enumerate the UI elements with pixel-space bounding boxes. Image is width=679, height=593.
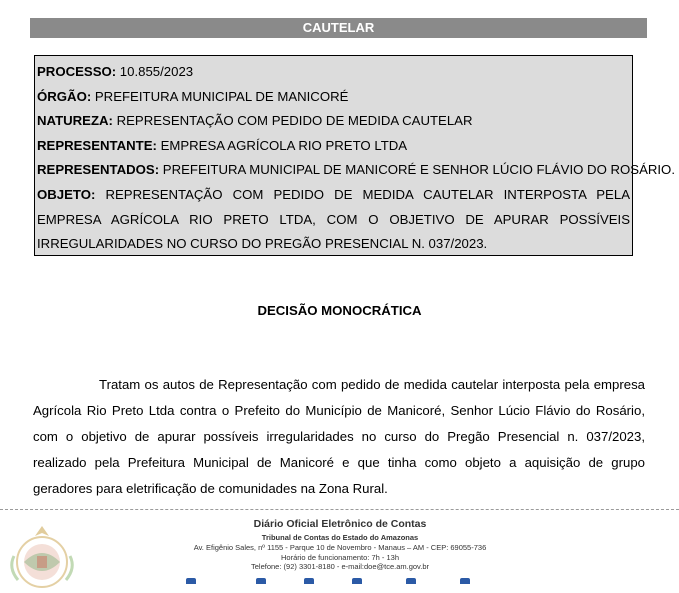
footer-title: Diário Oficial Eletrônico de Contas xyxy=(253,518,427,530)
representante-label: REPRESENTANTE: xyxy=(37,137,157,153)
social-icon[interactable] xyxy=(304,578,314,584)
representante-value: EMPRESA AGRÍCOLA RIO PRETO LTDA xyxy=(156,137,408,153)
social-icon[interactable] xyxy=(460,578,470,584)
footer-organization: Tribunal de Contas do Estado do Amazonas xyxy=(261,533,419,542)
objeto-value: REPRESENTAÇÃO COM PEDIDO DE MEDIDA CAUTELAR INTERPOSTA PELA EMPRESA AGRÍCOLA RIO PRETO LTDA, COM O OBJETIVO DE APURAR POSSÍVEIS IRREGULARIDADES NO CURSO DO PREGÃO PRESENCIAL N. 037/2023. xyxy=(37,186,630,252)
processo-label: PROCESSO: xyxy=(37,64,117,79)
natureza-line xyxy=(37,109,630,134)
case-info-box xyxy=(34,55,675,256)
social-icon[interactable] xyxy=(352,578,362,584)
representados-line xyxy=(37,158,675,183)
gazette-footer xyxy=(160,517,520,572)
footer-social-icons xyxy=(180,578,480,584)
processo-value: 10.855/2023 xyxy=(116,64,194,79)
decision-paragraph: Tratam os autos de Representação com pedido de medida cautelar interposta pela empresa Agrícola Rio Preto Ltda contra o Prefeito do Município de Manicoré, Senhor Lúcio Flávio do Rosário, com o objetivo de apurar possíveis irregularidades no curso do Pregão Presencial n. 037/2023, realizado pela Prefeitura Municipal de Manicoré e que tinha como objeto a aquisição de grupo geradores para eletrificação de comunidades na Zona Rural. xyxy=(33,377,645,496)
objeto-label: OBJETO: xyxy=(37,186,96,202)
objeto-line xyxy=(37,183,630,257)
natureza-label: NATUREZA: xyxy=(37,113,113,129)
social-icon[interactable] xyxy=(186,578,196,584)
representados-label: REPRESENTADOS: xyxy=(37,162,160,178)
decision-heading: DECISÃO MONOCRÁTICA xyxy=(257,303,422,318)
section-title: CAUTELAR xyxy=(302,20,375,35)
section-title-bar xyxy=(30,18,647,38)
footer-contact: Telefone: (92) 3301-8180 - e-mail:doe@tce.am.gov.br xyxy=(251,562,429,571)
representados-value: PREFEITURA MUNICIPAL DE MANICORÉ E SENHOR LÚCIO FLÁVIO DO ROSÁRIO. xyxy=(159,162,675,178)
orgao-label: ÓRGÃO: xyxy=(37,88,92,104)
footer-hours: Horário de funcionamento: 7h - 13h xyxy=(281,552,399,562)
processo-line xyxy=(37,60,630,85)
footer-divider xyxy=(0,509,679,510)
tce-am-seal-icon xyxy=(4,522,80,588)
natureza-value: REPRESENTAÇÃO COM PEDIDO DE MEDIDA CAUTELAR xyxy=(112,113,473,129)
representante-line xyxy=(37,134,630,159)
footer-address: Av. Efigênio Sales, nº 1155 - Parque 10 de Novembro - Manaus – AM - CEP: 69055-736 xyxy=(193,543,487,552)
orgao-value: PREFEITURA MUNICIPAL DE MANICORÉ xyxy=(91,88,349,104)
social-icon[interactable] xyxy=(256,578,266,584)
orgao-line xyxy=(37,85,630,110)
social-icon[interactable] xyxy=(406,578,416,584)
